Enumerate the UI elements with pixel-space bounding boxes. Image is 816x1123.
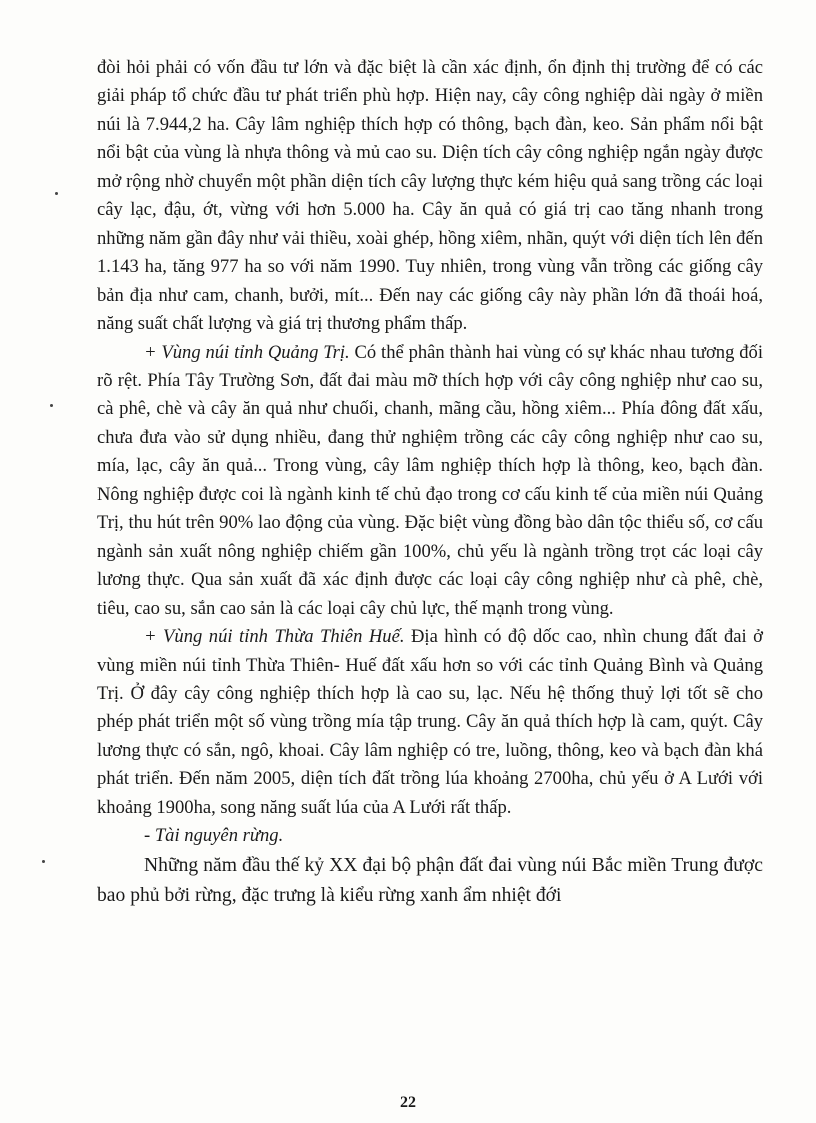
paragraph-thua-thien-hue: [97, 623, 763, 822]
paragraph-intro: đòi hỏi phải có vốn đầu tư lớn và đặc biệt là cần xác định, ổn định thị trường để có các giải pháp tổ chức đầu tư phát triển phù hợp. Hiện nay, cây công nghiệp dài ngày ở miền núi là 7.944,2 ha. Cây lâm nghiệp thích hợp có thông, bạch đàn, keo. Sản phẩm nổi bật nổi bật của vùng là nhựa thông và mủ cao su. Diện tích cây công nghiệp ngắn ngày được mở rộng nhờ chuyển một phần diện tích cây lượng thực kém hiệu quả sang trồng các loại cây lạc, đậu, ớt, vừng với hơn 5.000 ha. Cây ăn quả có giá trị cao tăng nhanh trong những năm gần đây như vải thiều, xoài ghép, hồng xiêm, nhãn, quýt với diện tích lên đến 1.143 ha, tăng 977 ha so với năm 1990. Tuy nhiên, trong vùng vẫn trồng các giống cây bản địa như cam, chanh, bưởi, mít... Đến nay các giống cây này phần lớn đã thoái hoá, năng suất chất lượng và giá trị thương phẩm thấp.: [97, 57, 763, 335]
region-title-quang-tri: + Vùng núi tỉnh Quảng Trị.: [144, 341, 350, 363]
scan-speck: [55, 192, 58, 195]
paragraph-quang-tri-text: Có thể phân thành hai vùng có sự khác nhau tương đối rõ rệt. Phía Tây Trường Sơn, đất đai màu mỡ thích hợp với cây công nghiệp như cao su, cà phê, chè và cây ăn quả như chuối, chanh, mãng cầu, hồng xiêm... Phía đông đất xấu, chưa đưa vào sử dụng nhiều, đang thử nghiệm trồng các cây công nghiệp như cao su, mía, lạc, cây ăn quả... Trong vùng, cây lâm nghiệp thích hợp là thông, keo, bạch đàn. Nông nghiệp được coi là ngành kinh tế chủ đạo trong cơ cấu kinh tế của miền núi Quảng Trị, thu hút trên 90% lao động của vùng. Đặc biệt vùng đồng bào dân tộc thiểu số, cơ cấu ngành sản xuất nông nghiệp chiếm gần 100%, chủ yếu là ngành trồng trọt các loại cây lương thực. Qua sản xuất đã xác định được các loại cây công nghiệp như cà phê, chè, tiêu, cao su, sắn cao sản là các loại cây chủ lực, thế mạnh trong vùng.: [97, 341, 763, 619]
paragraph-forest: Những năm đầu thế kỷ XX đại bộ phận đất đai vùng núi Bắc miền Trung được bao phủ bởi rừng, đặc trưng là kiểu rừng xanh ẩm nhiệt đới: [97, 854, 763, 906]
page-number: 22: [400, 1094, 416, 1111]
paragraph-thua-thien-hue-text: Địa hình có độ dốc cao, nhìn chung đất đai ở vùng miền núi tỉnh Thừa Thiên- Huế đất xấu hơn so với các tỉnh Quảng Bình và Quảng Trị. Ở đây cây công nghiệp thích hợp là cao su, lạc. Nếu hệ thống thuỷ lợi tốt sẽ cho phép phát triển một số vùng trồng mía tập trung. Cây ăn quả thích hợp là cam, quýt. Cây lương thực có sắn, ngô, khoai. Cây lâm nghiệp có tre, luồng, thông, keo và bạch đàn khá phát triển. Đến năm 2005, diện tích đất trồng lúa khoảng 2700ha, chủ yếu ở A Lưới với khoảng 1900ha, song năng suất lúa của A Lưới rất thấp.: [97, 626, 763, 818]
scan-speck: [50, 404, 53, 407]
subheading-forest-resources: - Tài nguyên rừng.: [144, 825, 284, 847]
paragraph-quang-tri: [97, 339, 763, 624]
scan-speck: [42, 860, 45, 863]
body-text: [97, 54, 763, 911]
region-title-thua-thien-hue: + Vùng núi tỉnh Thừa Thiên Huế.: [144, 626, 405, 648]
